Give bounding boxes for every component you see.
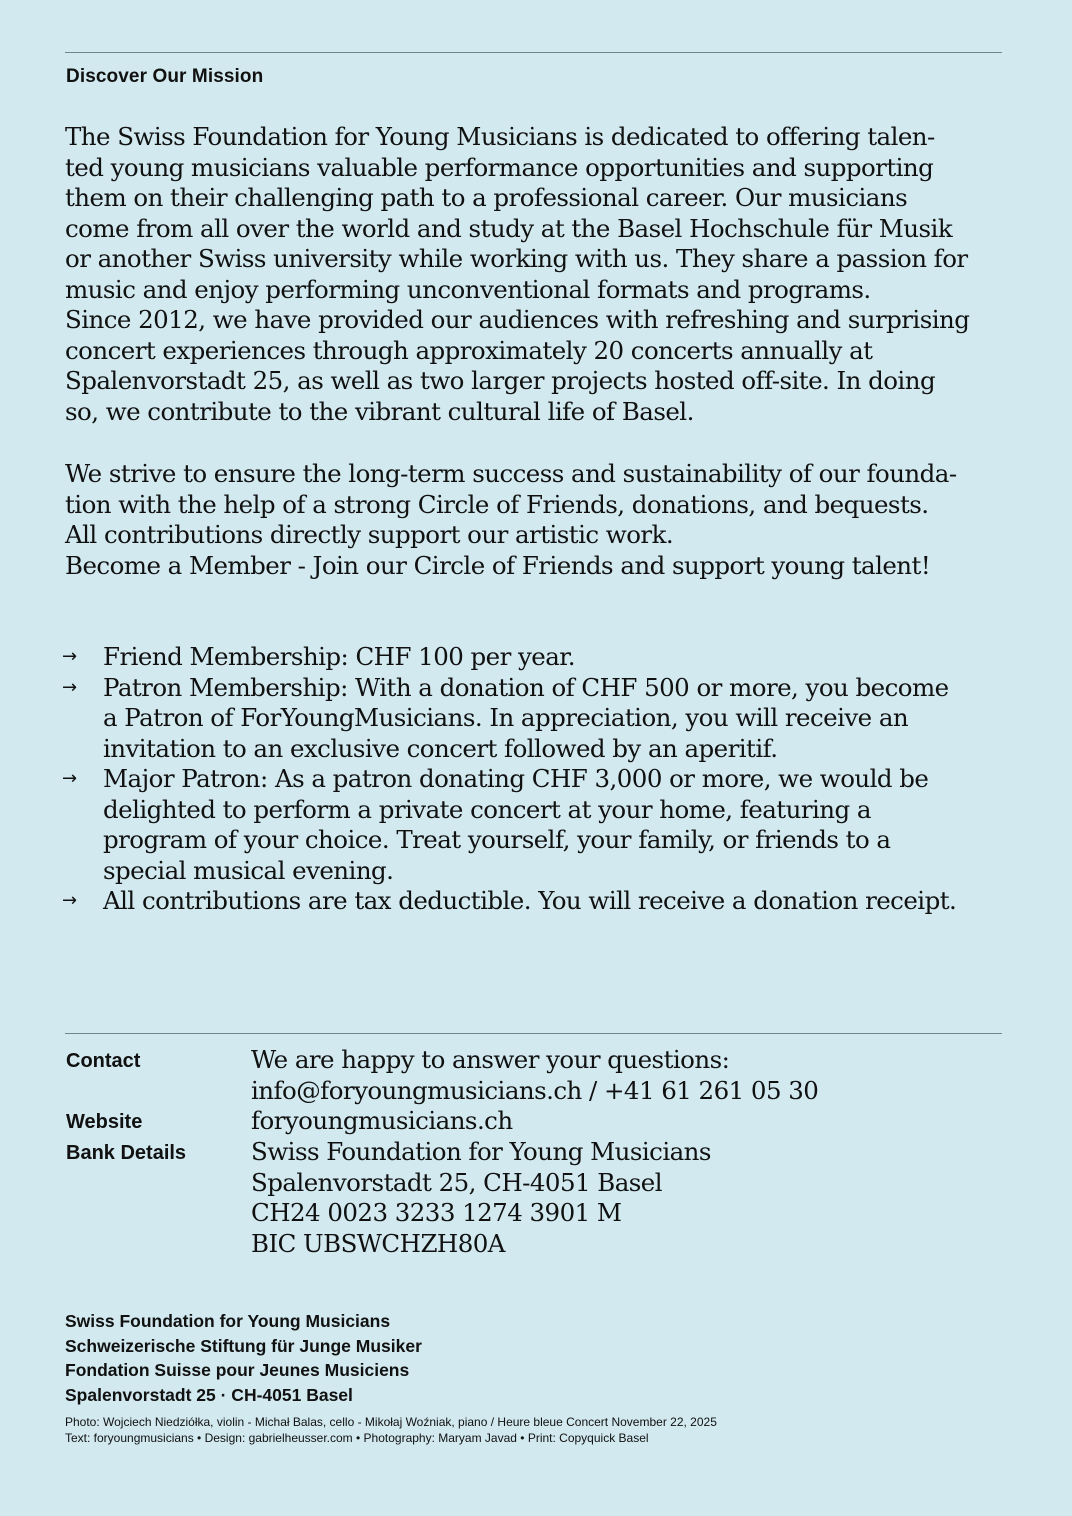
foundation-names: [65, 1309, 422, 1407]
foundation-name-de: Schweizerische Stiftung für Junge Musiker: [65, 1335, 422, 1356]
membership-list: [62, 642, 997, 917]
mission-paragraph: [65, 122, 995, 427]
bank-details-label: Bank Details: [66, 1142, 187, 1164]
text-line: so, we contribute to the vibrant cultural life of Basel.: [65, 396, 694, 426]
text-line: music and enjoy performing unconventional formats and programs.: [65, 274, 871, 304]
list-item: [62, 886, 997, 917]
photo-credit: Photo: Wojciech Niedziółka, violin - Michał Balas, cello - Mikołaj Woźniak, piano / Heure bleue Concert November 22, 2025: [65, 1415, 717, 1429]
contact-intro: We are happy to answer your questions:: [251, 1045, 730, 1074]
text-line: a Patron of ForYoungMusicians. In appreciation, you will receive an: [103, 703, 909, 732]
text-line: tion with the help of a strong Circle of Friends, donations, and bequests.: [65, 489, 929, 519]
list-item: [62, 642, 997, 673]
list-item: [62, 764, 997, 886]
text-line: concert experiences through approximately 20 concerts annually at: [65, 335, 873, 365]
text-line: Major Patron: As a patron donating CHF 3,000 or more, we would be: [103, 764, 929, 793]
bank-details: [251, 1137, 991, 1259]
text-line: or another Swiss university while working with us. They share a passion for: [65, 244, 968, 273]
bank-address: Spalenvorstadt 25, CH-4051 Basel: [251, 1167, 663, 1197]
bank-iban: CH24 0023 3233 1274 3901 M: [251, 1198, 622, 1227]
bank-bic: BIC UBSWCHZH80A: [251, 1228, 505, 1258]
text-line: Friend Membership: CHF 100 per year.: [103, 642, 576, 671]
text-line: We strive to ensure the long-term success and sustainability of our founda-: [65, 459, 957, 488]
text-line: them on their challenging path to a professional career. Our musicians: [65, 183, 908, 212]
text-line: invitation to an exclusive concert followed by an aperitif.: [103, 733, 778, 763]
text-line: Patron Membership: With a donation of CHF 500 or more, you become: [103, 672, 949, 702]
text-line: ted young musicians valuable performance opportunities and supporting: [65, 152, 934, 182]
foundation-address: Spalenvorstadt 25 · CH-4051 Basel: [65, 1384, 353, 1405]
contact-info: [251, 1045, 991, 1106]
production-credits: Text: foryoungmusicians • Design: gabrielheusser.com • Photography: Maryam Javad • Print: Copyquick Basel: [65, 1430, 649, 1445]
text-line: Spalenvorstadt 25, as well as two larger projects hosted off-site. In doing: [65, 366, 936, 395]
text-line: come from all over the world and study at the Basel Hochschule für Musik: [65, 213, 953, 243]
list-item: [62, 673, 997, 765]
text-line: All contributions are tax deductible. You will receive a donation receipt.: [103, 886, 957, 915]
foundation-name-fr: Fondation Suisse pour Jeunes Musiciens: [65, 1360, 410, 1380]
arrow-right-icon: →: [62, 676, 77, 698]
contact-label: Contact: [66, 1050, 141, 1072]
text-line: All contributions directly support our artistic work.: [65, 520, 674, 549]
top-divider: [65, 52, 1002, 53]
text-line: Since 2012, we have provided our audiences with refreshing and surprising: [65, 305, 970, 334]
website-link[interactable]: foryoungmusicians.ch: [251, 1106, 513, 1135]
support-paragraph: [65, 459, 995, 581]
credits: [65, 1415, 717, 1446]
section-heading: Discover Our Mission: [66, 66, 264, 87]
text-line: The Swiss Foundation for Young Musicians is dedicated to offering talen-: [65, 122, 935, 151]
text-line: special musical evening.: [103, 855, 394, 885]
contact-email-phone[interactable]: info@foryoungmusicians.ch / +41 61 261 05 30: [251, 1075, 819, 1105]
contact-divider: [65, 1033, 1002, 1034]
foundation-name-en: Swiss Foundation for Young Musicians: [65, 1311, 391, 1331]
arrow-right-icon: →: [62, 646, 77, 667]
arrow-right-icon: →: [62, 768, 77, 789]
website-label: Website: [66, 1111, 143, 1133]
arrow-right-icon: →: [62, 890, 77, 911]
text-line: delighted to perform a private concert at your home, featuring a: [103, 794, 871, 824]
bank-account-name: Swiss Foundation for Young Musicians: [251, 1137, 711, 1166]
text-line: program of your choice. Treat yourself, your family, or friends to a: [103, 825, 891, 854]
text-line: Become a Member - Join our Circle of Friends and support young talent!: [65, 550, 931, 580]
